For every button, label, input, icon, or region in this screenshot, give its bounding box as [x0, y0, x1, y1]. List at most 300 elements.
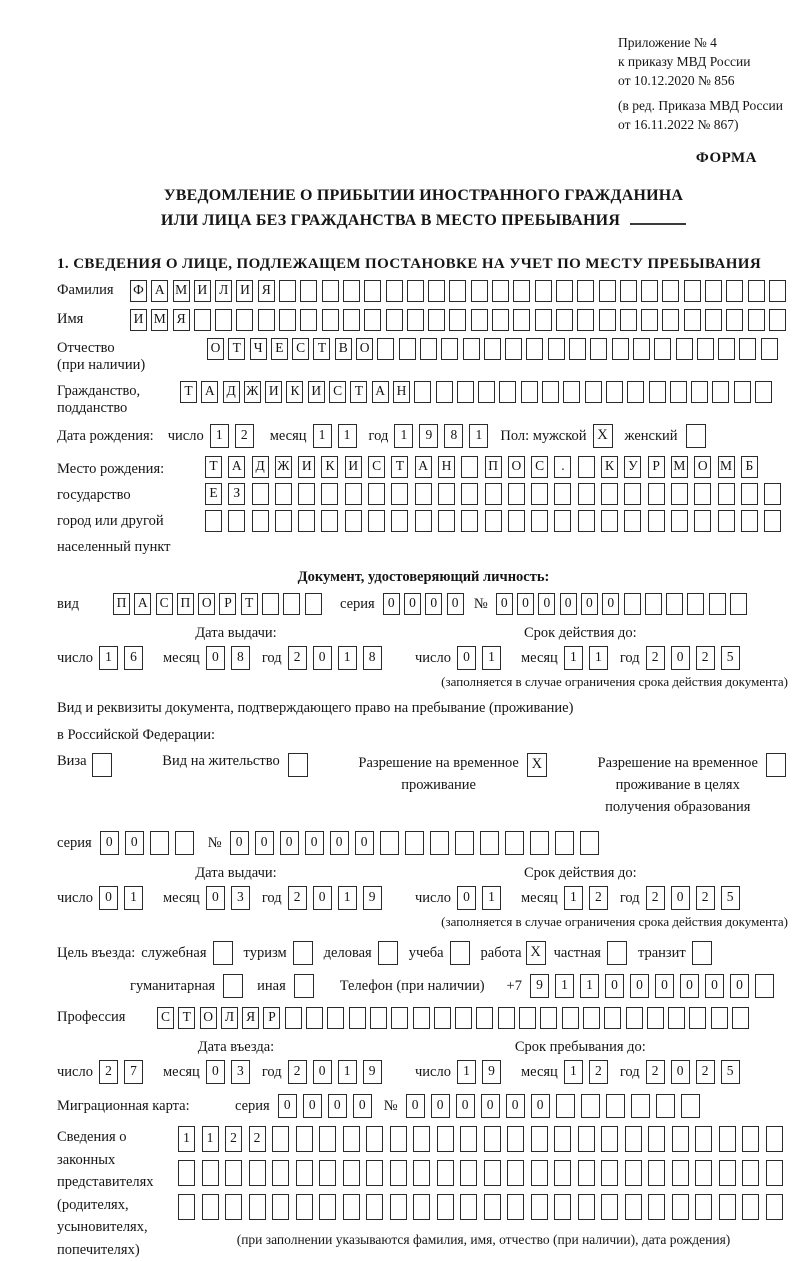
char-cell[interactable]: [386, 309, 403, 331]
char-cell[interactable]: Д: [223, 381, 240, 403]
char-cell[interactable]: 2: [288, 646, 307, 670]
char-cell[interactable]: 0: [313, 886, 332, 910]
char-cell[interactable]: 8: [231, 646, 250, 670]
birth-place-row3[interactable]: [205, 510, 787, 532]
char-cell[interactable]: 0: [705, 974, 724, 998]
residence-permit-checkbox[interactable]: [288, 753, 308, 777]
char-cell[interactable]: 0: [353, 1094, 372, 1118]
char-cell[interactable]: 2: [696, 886, 715, 910]
char-cell[interactable]: [556, 280, 573, 302]
char-cell[interactable]: 0: [330, 831, 349, 855]
char-cell[interactable]: [531, 1160, 548, 1186]
char-cell[interactable]: [672, 1194, 689, 1220]
firstname-cells[interactable]: [130, 309, 790, 331]
char-cell[interactable]: 0: [671, 886, 690, 910]
char-cell[interactable]: [428, 280, 445, 302]
char-cell[interactable]: [530, 831, 549, 855]
char-cell[interactable]: [319, 1160, 336, 1186]
char-cell[interactable]: [742, 1194, 759, 1220]
char-cell[interactable]: [684, 280, 701, 302]
purpose-study-checkbox[interactable]: [450, 941, 470, 965]
char-cell[interactable]: [296, 1160, 313, 1186]
char-cell[interactable]: 0: [280, 831, 299, 855]
char-cell[interactable]: [327, 1007, 344, 1029]
char-cell[interactable]: С: [368, 456, 385, 478]
char-cell[interactable]: 1: [338, 424, 357, 448]
char-cell[interactable]: 1: [338, 646, 357, 670]
stay-month-cells[interactable]: [564, 1060, 614, 1084]
char-cell[interactable]: [508, 510, 525, 532]
char-cell[interactable]: 1: [394, 424, 413, 448]
char-cell[interactable]: 1: [99, 646, 118, 670]
char-cell[interactable]: 0: [605, 974, 624, 998]
char-cell[interactable]: [366, 1194, 383, 1220]
char-cell[interactable]: [648, 510, 665, 532]
char-cell[interactable]: 0: [517, 593, 534, 615]
char-cell[interactable]: Л: [215, 280, 232, 302]
char-cell[interactable]: [505, 338, 522, 360]
char-cell[interactable]: 6: [124, 646, 143, 670]
char-cell[interactable]: [272, 1126, 289, 1152]
char-cell[interactable]: [296, 1194, 313, 1220]
char-cell[interactable]: [670, 381, 687, 403]
char-cell[interactable]: [601, 1160, 618, 1186]
char-cell[interactable]: [695, 1194, 712, 1220]
residence-issue-month-cells[interactable]: [206, 886, 256, 910]
visa-checkbox[interactable]: [92, 753, 112, 777]
char-cell[interactable]: 0: [730, 974, 749, 998]
char-cell[interactable]: [601, 510, 618, 532]
char-cell[interactable]: [485, 483, 502, 505]
char-cell[interactable]: М: [671, 456, 688, 478]
char-cell[interactable]: [437, 1194, 454, 1220]
char-cell[interactable]: [718, 483, 735, 505]
char-cell[interactable]: 0: [303, 1094, 322, 1118]
char-cell[interactable]: А: [151, 280, 168, 302]
char-cell[interactable]: 1: [564, 886, 583, 910]
char-cell[interactable]: [476, 1007, 493, 1029]
char-cell[interactable]: [457, 381, 474, 403]
char-cell[interactable]: [390, 1126, 407, 1152]
char-cell[interactable]: О: [200, 1007, 217, 1029]
char-cell[interactable]: [300, 309, 317, 331]
char-cell[interactable]: [624, 593, 641, 615]
char-cell[interactable]: 5: [721, 1060, 740, 1084]
char-cell[interactable]: [413, 1126, 430, 1152]
char-cell[interactable]: [531, 1126, 548, 1152]
purpose-private-checkbox[interactable]: [607, 941, 627, 965]
residence-number-cells[interactable]: [230, 831, 605, 855]
char-cell[interactable]: И: [236, 280, 253, 302]
char-cell[interactable]: З: [228, 483, 245, 505]
char-cell[interactable]: Т: [228, 338, 245, 360]
char-cell[interactable]: [684, 309, 701, 331]
char-cell[interactable]: [279, 280, 296, 302]
legal-reps-row2[interactable]: [178, 1160, 789, 1186]
char-cell[interactable]: [471, 280, 488, 302]
profession-cells[interactable]: [157, 1007, 753, 1029]
char-cell[interactable]: [437, 1160, 454, 1186]
birth-month-cells[interactable]: [313, 424, 363, 448]
char-cell[interactable]: [542, 381, 559, 403]
char-cell[interactable]: [620, 309, 637, 331]
char-cell[interactable]: [298, 483, 315, 505]
char-cell[interactable]: С: [531, 456, 548, 478]
purpose-other-checkbox[interactable]: [294, 974, 314, 998]
char-cell[interactable]: [531, 1194, 548, 1220]
char-cell[interactable]: А: [228, 456, 245, 478]
char-cell[interactable]: [755, 974, 774, 998]
char-cell[interactable]: 0: [383, 593, 400, 615]
char-cell[interactable]: [626, 1007, 643, 1029]
char-cell[interactable]: 2: [696, 1060, 715, 1084]
patronymic-cells[interactable]: [207, 338, 782, 360]
char-cell[interactable]: [556, 1094, 575, 1118]
char-cell[interactable]: [345, 483, 362, 505]
char-cell[interactable]: 0: [655, 974, 674, 998]
char-cell[interactable]: О: [508, 456, 525, 478]
char-cell[interactable]: [718, 510, 735, 532]
char-cell[interactable]: [697, 338, 714, 360]
char-cell[interactable]: 0: [305, 831, 324, 855]
char-cell[interactable]: И: [265, 381, 282, 403]
char-cell[interactable]: [766, 1160, 783, 1186]
char-cell[interactable]: [321, 510, 338, 532]
char-cell[interactable]: М: [151, 309, 168, 331]
char-cell[interactable]: Л: [221, 1007, 238, 1029]
char-cell[interactable]: [460, 1126, 477, 1152]
char-cell[interactable]: [672, 1126, 689, 1152]
char-cell[interactable]: 1: [482, 886, 501, 910]
char-cell[interactable]: Т: [178, 1007, 195, 1029]
char-cell[interactable]: 0: [425, 593, 442, 615]
char-cell[interactable]: [296, 1126, 313, 1152]
char-cell[interactable]: [748, 309, 765, 331]
char-cell[interactable]: [748, 280, 765, 302]
char-cell[interactable]: [519, 1007, 536, 1029]
char-cell[interactable]: [554, 510, 571, 532]
char-cell[interactable]: [687, 593, 704, 615]
char-cell[interactable]: О: [198, 593, 215, 615]
char-cell[interactable]: [624, 510, 641, 532]
char-cell[interactable]: Т: [205, 456, 222, 478]
char-cell[interactable]: Ж: [275, 456, 292, 478]
char-cell[interactable]: И: [308, 381, 325, 403]
char-cell[interactable]: [484, 1194, 501, 1220]
char-cell[interactable]: [415, 483, 432, 505]
char-cell[interactable]: [343, 1160, 360, 1186]
char-cell[interactable]: 1: [564, 646, 583, 670]
char-cell[interactable]: 1: [469, 424, 488, 448]
char-cell[interactable]: [624, 483, 641, 505]
identity-valid-year-cells[interactable]: [646, 646, 746, 670]
char-cell[interactable]: 2: [646, 646, 665, 670]
char-cell[interactable]: [319, 1194, 336, 1220]
char-cell[interactable]: Т: [350, 381, 367, 403]
char-cell[interactable]: 2: [646, 886, 665, 910]
char-cell[interactable]: [689, 1007, 706, 1029]
char-cell[interactable]: 0: [581, 593, 598, 615]
char-cell[interactable]: [492, 309, 509, 331]
char-cell[interactable]: Е: [271, 338, 288, 360]
char-cell[interactable]: 0: [404, 593, 421, 615]
char-cell[interactable]: [484, 1160, 501, 1186]
char-cell[interactable]: [484, 338, 501, 360]
char-cell[interactable]: [471, 309, 488, 331]
char-cell[interactable]: [366, 1160, 383, 1186]
char-cell[interactable]: 3: [231, 886, 250, 910]
stay-year-cells[interactable]: [646, 1060, 746, 1084]
char-cell[interactable]: С: [329, 381, 346, 403]
char-cell[interactable]: [562, 1007, 579, 1029]
identity-doc-series-cells[interactable]: [383, 593, 468, 615]
char-cell[interactable]: Р: [219, 593, 236, 615]
char-cell[interactable]: [343, 1126, 360, 1152]
temp-permit-checkbox[interactable]: X: [527, 753, 547, 777]
char-cell[interactable]: Я: [258, 280, 275, 302]
char-cell[interactable]: [449, 280, 466, 302]
char-cell[interactable]: [461, 456, 478, 478]
char-cell[interactable]: [405, 831, 424, 855]
char-cell[interactable]: [535, 280, 552, 302]
char-cell[interactable]: [484, 1126, 501, 1152]
char-cell[interactable]: П: [177, 593, 194, 615]
char-cell[interactable]: [437, 1126, 454, 1152]
char-cell[interactable]: [345, 510, 362, 532]
char-cell[interactable]: 1: [124, 886, 143, 910]
entry-year-cells[interactable]: [288, 1060, 388, 1084]
char-cell[interactable]: [150, 831, 169, 855]
char-cell[interactable]: П: [113, 593, 130, 615]
char-cell[interactable]: Р: [263, 1007, 280, 1029]
purpose-business-checkbox[interactable]: [378, 941, 398, 965]
char-cell[interactable]: [413, 1194, 430, 1220]
char-cell[interactable]: [434, 1007, 451, 1029]
char-cell[interactable]: 2: [589, 1060, 608, 1084]
char-cell[interactable]: [202, 1160, 219, 1186]
char-cell[interactable]: [694, 510, 711, 532]
legal-reps-row3[interactable]: [178, 1194, 789, 1220]
char-cell[interactable]: [364, 309, 381, 331]
char-cell[interactable]: Ж: [244, 381, 261, 403]
char-cell[interactable]: [413, 1007, 430, 1029]
char-cell[interactable]: [252, 510, 269, 532]
char-cell[interactable]: 1: [313, 424, 332, 448]
char-cell[interactable]: Т: [180, 381, 197, 403]
char-cell[interactable]: [554, 1126, 571, 1152]
char-cell[interactable]: [709, 593, 726, 615]
char-cell[interactable]: [583, 1007, 600, 1029]
char-cell[interactable]: [766, 1194, 783, 1220]
char-cell[interactable]: А: [372, 381, 389, 403]
char-cell[interactable]: Я: [242, 1007, 259, 1029]
char-cell[interactable]: [322, 309, 339, 331]
char-cell[interactable]: 0: [313, 646, 332, 670]
char-cell[interactable]: [343, 1194, 360, 1220]
char-cell[interactable]: 8: [363, 646, 382, 670]
residence-series-cells[interactable]: [100, 831, 200, 855]
char-cell[interactable]: [262, 593, 279, 615]
identity-valid-day-cells[interactable]: [457, 646, 507, 670]
char-cell[interactable]: [258, 309, 275, 331]
char-cell[interactable]: [742, 1126, 759, 1152]
citizenship-cells[interactable]: [180, 381, 776, 403]
char-cell[interactable]: [428, 309, 445, 331]
char-cell[interactable]: [370, 1007, 387, 1029]
char-cell[interactable]: [672, 1160, 689, 1186]
char-cell[interactable]: [461, 510, 478, 532]
char-cell[interactable]: 7: [124, 1060, 143, 1084]
char-cell[interactable]: [578, 1160, 595, 1186]
char-cell[interactable]: [407, 309, 424, 331]
char-cell[interactable]: [668, 1007, 685, 1029]
char-cell[interactable]: [414, 381, 431, 403]
char-cell[interactable]: [461, 483, 478, 505]
char-cell[interactable]: [175, 831, 194, 855]
char-cell[interactable]: 2: [235, 424, 254, 448]
char-cell[interactable]: К: [321, 456, 338, 478]
purpose-transit-checkbox[interactable]: [692, 941, 712, 965]
char-cell[interactable]: [343, 309, 360, 331]
char-cell[interactable]: [656, 1094, 675, 1118]
char-cell[interactable]: [730, 593, 747, 615]
char-cell[interactable]: 0: [506, 1094, 525, 1118]
char-cell[interactable]: Т: [241, 593, 258, 615]
entry-day-cells[interactable]: [99, 1060, 149, 1084]
char-cell[interactable]: [606, 1094, 625, 1118]
char-cell[interactable]: 0: [457, 646, 476, 670]
char-cell[interactable]: [695, 1126, 712, 1152]
char-cell[interactable]: [578, 1126, 595, 1152]
char-cell[interactable]: [741, 483, 758, 505]
char-cell[interactable]: [691, 381, 708, 403]
char-cell[interactable]: [627, 381, 644, 403]
char-cell[interactable]: Т: [313, 338, 330, 360]
char-cell[interactable]: [366, 1126, 383, 1152]
char-cell[interactable]: 2: [99, 1060, 118, 1084]
sex-female-checkbox[interactable]: [686, 424, 706, 448]
char-cell[interactable]: [305, 593, 322, 615]
char-cell[interactable]: [563, 381, 580, 403]
char-cell[interactable]: [554, 483, 571, 505]
char-cell[interactable]: [478, 381, 495, 403]
char-cell[interactable]: 0: [206, 646, 225, 670]
char-cell[interactable]: 1: [457, 1060, 476, 1084]
char-cell[interactable]: [492, 280, 509, 302]
char-cell[interactable]: [507, 1194, 524, 1220]
char-cell[interactable]: [681, 1094, 700, 1118]
residence-issue-day-cells[interactable]: [99, 886, 149, 910]
char-cell[interactable]: [766, 1126, 783, 1152]
char-cell[interactable]: .: [554, 456, 571, 478]
char-cell[interactable]: [399, 338, 416, 360]
char-cell[interactable]: [578, 1194, 595, 1220]
identity-issue-day-cells[interactable]: [99, 646, 149, 670]
char-cell[interactable]: [625, 1194, 642, 1220]
char-cell[interactable]: 5: [721, 646, 740, 670]
char-cell[interactable]: 2: [288, 886, 307, 910]
char-cell[interactable]: [711, 1007, 728, 1029]
char-cell[interactable]: [769, 309, 786, 331]
char-cell[interactable]: 2: [646, 1060, 665, 1084]
char-cell[interactable]: К: [286, 381, 303, 403]
char-cell[interactable]: [676, 338, 693, 360]
char-cell[interactable]: 9: [363, 886, 382, 910]
char-cell[interactable]: [671, 510, 688, 532]
char-cell[interactable]: М: [173, 280, 190, 302]
char-cell[interactable]: Е: [205, 483, 222, 505]
char-cell[interactable]: [249, 1194, 266, 1220]
char-cell[interactable]: [654, 338, 671, 360]
char-cell[interactable]: [548, 338, 565, 360]
char-cell[interactable]: [705, 309, 722, 331]
char-cell[interactable]: [364, 280, 381, 302]
char-cell[interactable]: [215, 309, 232, 331]
char-cell[interactable]: [578, 510, 595, 532]
char-cell[interactable]: [521, 381, 538, 403]
char-cell[interactable]: [742, 1160, 759, 1186]
char-cell[interactable]: [531, 510, 548, 532]
char-cell[interactable]: И: [345, 456, 362, 478]
char-cell[interactable]: [604, 1007, 621, 1029]
char-cell[interactable]: 0: [99, 886, 118, 910]
legal-reps-row1[interactable]: [178, 1126, 789, 1152]
char-cell[interactable]: [671, 483, 688, 505]
char-cell[interactable]: Ч: [250, 338, 267, 360]
char-cell[interactable]: А: [415, 456, 432, 478]
migration-series-cells[interactable]: [278, 1094, 378, 1118]
char-cell[interactable]: О: [207, 338, 224, 360]
char-cell[interactable]: [694, 483, 711, 505]
char-cell[interactable]: [590, 338, 607, 360]
char-cell[interactable]: [275, 483, 292, 505]
char-cell[interactable]: [322, 280, 339, 302]
birth-place-row2[interactable]: [205, 483, 787, 505]
char-cell[interactable]: [734, 381, 751, 403]
char-cell[interactable]: 1: [202, 1126, 219, 1152]
char-cell[interactable]: 0: [355, 831, 374, 855]
char-cell[interactable]: [321, 483, 338, 505]
char-cell[interactable]: [178, 1194, 195, 1220]
surname-cells[interactable]: [130, 280, 790, 302]
char-cell[interactable]: 0: [531, 1094, 550, 1118]
char-cell[interactable]: В: [335, 338, 352, 360]
char-cell[interactable]: [343, 280, 360, 302]
char-cell[interactable]: [513, 280, 530, 302]
char-cell[interactable]: Н: [393, 381, 410, 403]
char-cell[interactable]: 9: [530, 974, 549, 998]
char-cell[interactable]: [438, 510, 455, 532]
char-cell[interactable]: [581, 1094, 600, 1118]
char-cell[interactable]: 1: [564, 1060, 583, 1084]
phone-cells[interactable]: [530, 974, 780, 998]
identity-issue-year-cells[interactable]: [288, 646, 388, 670]
char-cell[interactable]: [275, 510, 292, 532]
char-cell[interactable]: 0: [230, 831, 249, 855]
char-cell[interactable]: [455, 1007, 472, 1029]
identity-doc-type-cells[interactable]: [113, 593, 326, 615]
char-cell[interactable]: 0: [457, 886, 476, 910]
char-cell[interactable]: [283, 593, 300, 615]
char-cell[interactable]: [531, 483, 548, 505]
char-cell[interactable]: [577, 280, 594, 302]
char-cell[interactable]: 0: [278, 1094, 297, 1118]
char-cell[interactable]: [648, 483, 665, 505]
char-cell[interactable]: [580, 831, 599, 855]
char-cell[interactable]: [755, 381, 772, 403]
char-cell[interactable]: 0: [206, 1060, 225, 1084]
char-cell[interactable]: [225, 1194, 242, 1220]
